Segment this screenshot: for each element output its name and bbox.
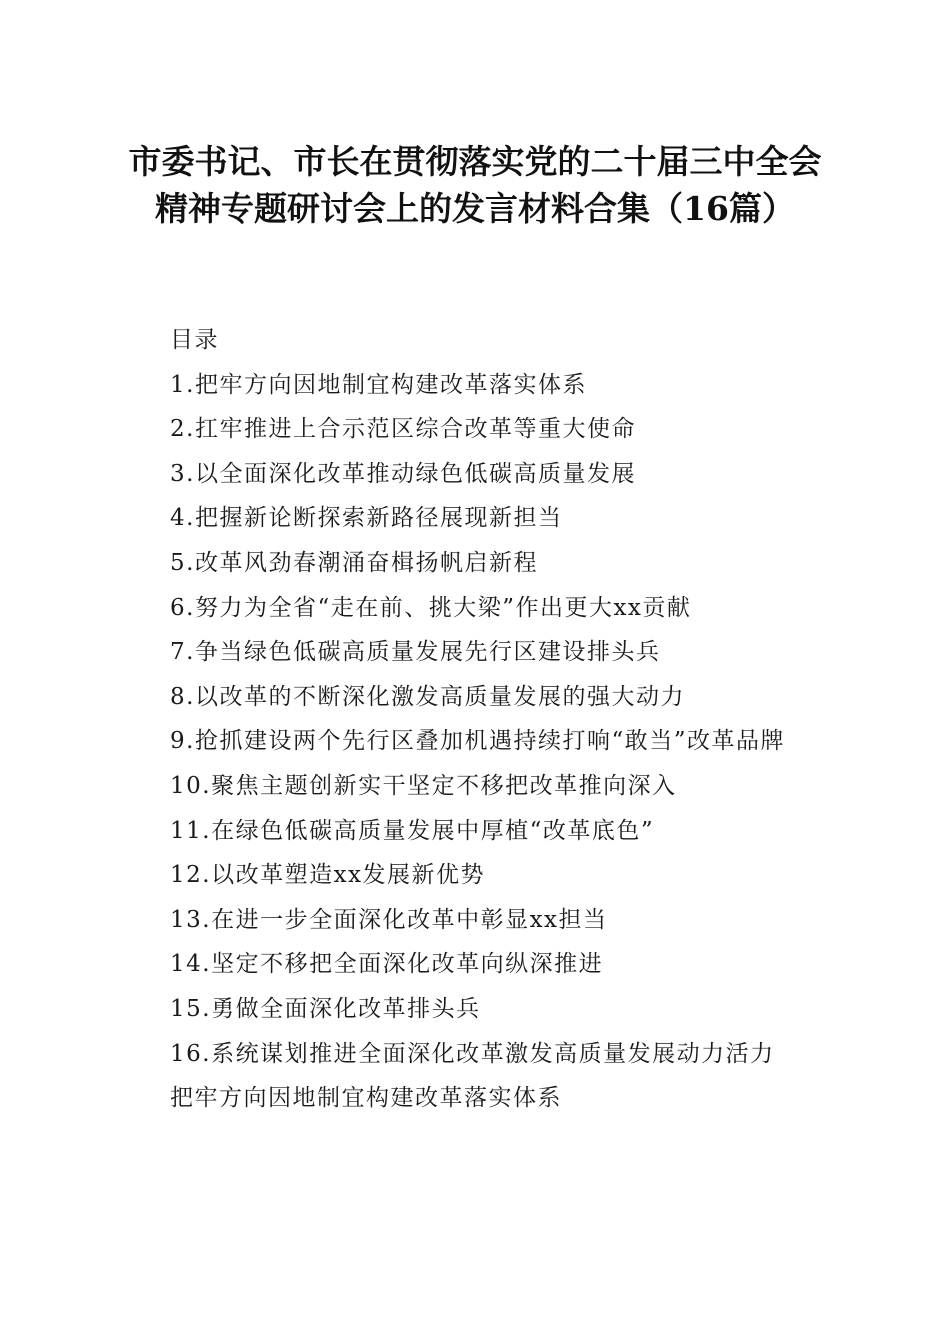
toc-item-15: 15.勇做全面深化改革排头兵 [170,995,481,1022]
toc-item-16: 16.系统谋划推进全面深化改革激发高质量发展动力活力 [170,1040,775,1067]
toc-heading: 目录 [170,327,219,353]
document-body [118,318,832,1121]
toc-item-10: 10.聚焦主题创新实干坚定不移把改革推向深入 [170,772,677,799]
toc-item-11: 11.在绿色低碳高质量发展中厚植“改革底色” [170,817,655,844]
toc-item-1: 1.把牢方向因地制宜构建改革落实体系 [170,371,587,398]
toc-item-6: 6.努力为全省“走在前、挑大梁”作出更大xx贡献 [170,594,692,621]
toc-item-5: 5.改革风劲春潮涌奋楫扬帆启新程 [170,549,538,576]
toc-item-12: 12.以改革塑造xx发展新优势 [170,862,486,889]
document-title: 市委书记、市长在贯彻落实党的二十届三中全会精神专题研讨会上的发言材料合集（16篇） [128,142,822,228]
toc-item-4: 4.把握新论断探索新路径展现新担当 [170,505,563,532]
toc-item-9: 9.抢抓建设两个先行区叠加机遇持续打响“敢当”改革品牌 [170,728,785,755]
section-heading: 把牢方向因地制宜构建改革落实体系 [170,1085,562,1112]
toc-item-13: 13.在进一步全面深化改革中彰显xx担当 [170,906,608,933]
toc-item-14: 14.坚定不移把全面深化改革向纵深推进 [170,951,604,978]
toc-item-2: 2.扛牢推进上合示范区综合改革等重大使命 [170,416,636,443]
toc-item-7: 7.争当绿色低碳高质量发展先行区建设排头兵 [170,639,661,666]
toc-item-3: 3.以全面深化改革推动绿色低碳高质量发展 [170,460,636,487]
toc-item-8: 8.以改革的不断深化激发高质量发展的强大动力 [170,683,685,710]
